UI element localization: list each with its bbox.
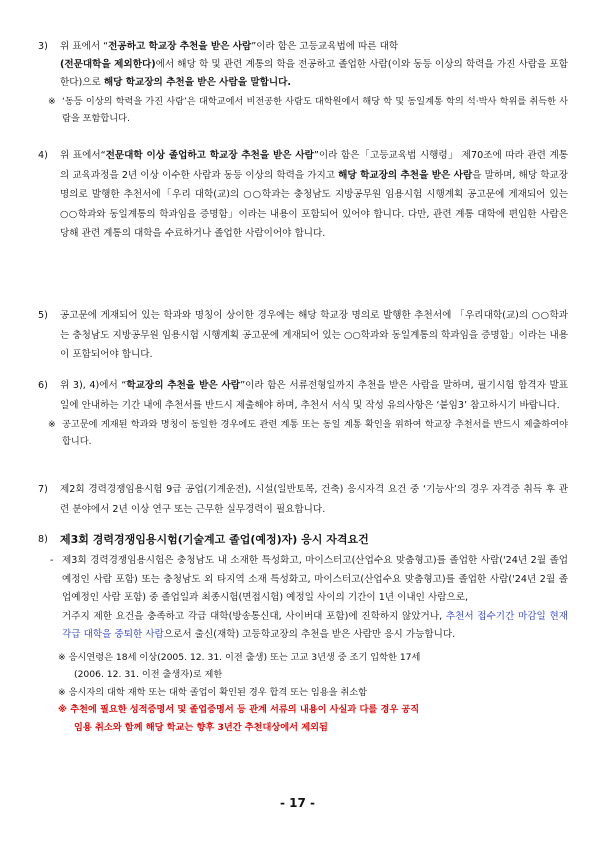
note-line: ※ 응시자의 대학 재학 또는 대학 졸업이 확인된 경우 합격 또는 임용을 취소함	[58, 686, 367, 698]
reference-mark-icon: ※	[48, 419, 56, 431]
item-3-note: ‘동등 이상의 학력을 가진 사람’은 대학교에서 비전공한 사람도 대학원에서 해당 학 및 동일계통 학의 석·박사 학위를 취득한 사람을 포함합니다.	[62, 96, 568, 124]
item-number: 3)	[38, 41, 48, 52]
item-3	[38, 38, 568, 127]
item-number: 6)	[38, 380, 48, 391]
reference-mark-icon: ※	[48, 96, 56, 107]
item-8-notes	[58, 649, 568, 737]
warning-note-line: 임용 취소와 함께 해당 학교는 향후 3년간 추천대상에서 제외됨	[74, 721, 328, 733]
item-6-text: 위 3), 4)에서 “학교장의 추천을 받은 사람”이라 함은 서류전형일까지 추천을 받은 사람을 말하며, 필기시험 합격자 발표일에 안내하는 기간 내에 추천서를 반드시 제출해야 하며, 추천서 서식 및 작성 유의사항은 ‘붙임3’ 참고하시기 바랍니다.	[60, 380, 568, 411]
note-line: ※ 응시연령은 18세 이상(2005. 12. 31. 이전 출생) 또는 고교 3년생 중 조기 입학한 17세	[58, 651, 421, 663]
item-8	[38, 530, 568, 736]
item-8-heading: 제3회 경력경쟁임용시험(기술계고 졸업(예정)자) 응시 자격요건	[60, 533, 369, 546]
item-3-text: 위 표에서 “전공하고 학교장 추천을 받은 사람”이라 함은 고등교육법에 따른 대학 (전문대학을 제외한다)에서 해당 학 및 관련 계통의 학을 전공하고 졸업한 사람(이와 동등 이상의 학력을 가진 사람을 포함한다)으로 해당 학교장의 추천을 받은 사람을 말합니다.	[60, 41, 568, 88]
warning-note-line: ※ 추천에 필요한 성적증명서 및 졸업증명서 등 관계 서류의 내용이 사실과 다를 경우 공직	[58, 704, 420, 716]
item-number: 5)	[38, 310, 48, 321]
item-4-text: 위 표에서“전문대학 이상 졸업하고 학교장 추천을 받은 사람”이라 함은「고등교육법 시행령」 제70조에 따라 관련 계통의 교육과정을 2년 이상 이수한 사람과 동등 이상의 학력을 가지고 해당 학교장의 추천을 받은 사람을 말하며, 해당 학교장 명의로 발행한 추천서에「우리 대학(교)의 ○○학과는 충청남도 지방공무원 임용시험 시행계획 공고문에 게재되어 있는 ○○학과와 동일계통의 학과임을 증명함」이라는 내용이 포함되어 있어야 합니다. 다만, 관련 계통 대학에 편입한 사람은 당해 관련 계통의 대학을 수료하거나 졸업한 사람이어야 합니다.	[60, 150, 568, 240]
item-8-body: 제3회 경력경쟁임용시험은 충청남도 내 소재한 특성화고, 마이스터고(산업수요 맞춤형고)를 졸업한 사람('24년 2월 졸업 예정인 사람 포함) 또는 충청남도 외 타지역 소재 특성화고, 마이스터고(산업수요 맞춤형고)를 졸업한 사람('24년 2월 졸업예정인 사람 포함) 중 졸업일과 최종시험(면접시험) 예정일 사이의 기간이 1년 이내인 사람으로, 거주지 제한 요건을 충족하고 각급 대학(방송통신대, 사이버대 포함)에 진학하지 않았거나, 추천서 접수기간 마감일 현재 각급 대학을 중퇴한 사람으로서 출신(재학) 고등학교장의 추천을 받은 사람만 응시 가능합니다.	[62, 555, 568, 641]
note-line: (2006. 12. 31. 이전 출생자)로 제한	[74, 669, 223, 681]
item-7-text: 제2회 경력경쟁임용시험 9급 공업(기계운전), 시설(일반토목, 건축) 응시자격 요건 중 ‘기능사’의 경우 자격증 취득 후 관련 분야에서 2년 이상 연구 또는 근무한 실무경력이 필요합니다.	[60, 484, 568, 515]
item-number: 7)	[38, 484, 48, 495]
item-number: 4)	[38, 150, 48, 161]
item-number: 8)	[38, 534, 48, 545]
page-number: - 17 -	[279, 796, 315, 810]
item-5-text: 공고문에 게재되어 있는 학과와 명칭이 상이한 경우에는 해당 학교장 명의로 발행한 추천서에 「우리대학(교)의 ○○학과는 충청남도 지방공무원 임용시험 시행계획 공고문에 게재되어 있는 ○○학과와 동일계통의 학과임을 증명함」이라는 내용이 포함되어야 합니다.	[60, 310, 568, 361]
dash-bullet: -	[50, 555, 54, 566]
item-6	[38, 376, 568, 450]
item-6-note: 공고문에 게재된 학과와 명칭이 동일한 경우에도 관련 계통 또는 동일 계통 확인을 위하여 학교장 추천서를 반드시 제출하여야 합니다.	[62, 419, 568, 448]
item-5	[38, 306, 568, 365]
item-7	[38, 480, 568, 519]
item-4	[38, 146, 568, 244]
